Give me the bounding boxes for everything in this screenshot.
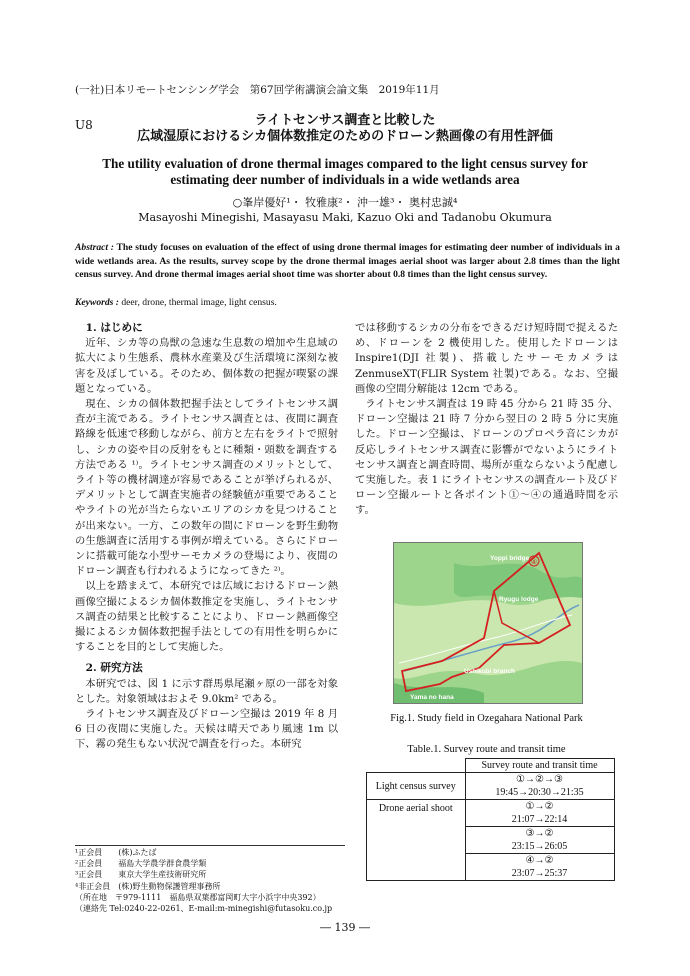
- left-para-3: 以上を踏まえて、本研究では広域におけるドローン熱画像空撮によるシカ個体数推定を実施し、ライトセンサス調査の結果と比較することにより、ドローン熱画像空撮によるシカ個体数把握手法としての有用性を明らかにすることを目的として実施した。: [75, 580, 338, 654]
- row-drone-route-c: ④→②: [465, 854, 614, 868]
- map-label-yoppi: Yoppi bridge: [490, 555, 530, 562]
- right-para-2: ライトセンサス調査は 19 時 45 分から 21 時 35 分、ドローン空撮は 21 時 7 分から翌日の 2 時 5 分に実施した。ドローン空撮は、ドローンのプロペラ音にシカが反応しライトセンサス調査に影響がでないようにライトセンサス調査と調査時間、場所が重ならないよう配慮して実施した。表 1 にライトセンサスの調査ルート及びドローン空撮ルートと各ポイント①～④の通過時間を示す。: [355, 398, 618, 517]
- keywords: [75, 297, 620, 308]
- row-drone-route-a: ①→②: [465, 800, 614, 814]
- study-field-map: [393, 542, 583, 704]
- footnote-2: ²正会員 福島大学農学群食農学類: [75, 859, 207, 869]
- footnote-3: ³正会員 東京大学生産技術研究所: [75, 870, 207, 880]
- footnote-address: （所在地 〒979-1111 福島県双葉郡富岡町大字小浜字中央392）: [75, 892, 321, 902]
- left-para-2: 現在、シカの個体数把握手法としてライトセンサス調査が主流である。ライトセンサス調査とは、夜間に調査路線を低速で移動しながら、前方と左右をライトで照射し、シカの姿や目の反射をもとに種類・頭数を調査する方法である ¹⁾。ライトセンサス調査のメリットとして、ライト等の機材調達が容易であることが挙げられるが、デメリットとして調査実施者の経験値が重要であることやライトの光が当たらないエリアのシカを見つけることが出来ない。一方、この数年の間にドローンを野生動物の生態調査に活用する事例が増えている。さらにドローンに搭載可能な小型サーモカメラの登場により、夜間のドローン調査も行われるようになってきた ²⁾。: [75, 398, 338, 578]
- authors-jp: ○峯岸優好¹・ 牧雅康²・ 沖一雄³・ 奥村忠誠⁴: [232, 196, 458, 209]
- map-label-ushikubi: Ushikubi branch: [464, 668, 515, 675]
- section-1-heading: 1. はじめに: [85, 322, 143, 334]
- page-number: ― 139 ―: [320, 921, 370, 934]
- footnote-contact: （連絡先 Tel:0240-22-0261、E-mail:m-minegishi@futasoku.co.jp: [75, 904, 333, 914]
- row-light-census-label: Light census survey: [367, 773, 466, 800]
- map-label-yamanohana: Yama no hana: [410, 694, 454, 701]
- authors-en: Masayoshi Minegishi, Masayasu Maki, Kazuo Oki and Tadanobu Okumura: [138, 211, 552, 224]
- keywords-label: Keywords :: [75, 297, 119, 308]
- footnote-4: ⁴非正会員 (株)野生動物保護管理事務所: [75, 881, 221, 891]
- section-2-heading: 2. 研究方法: [85, 662, 143, 675]
- row-drone-label: Drone aerial shoot: [367, 800, 466, 881]
- table-caption: Table.1. Survey route and transit time: [407, 744, 566, 755]
- title-jp-line1: ライトセンサス調査と比較した: [254, 113, 436, 128]
- right-para-1: では移動するシカの分布をできるだけ短時間で捉えるため、ドローンを 2 機使用した。使用したドローンは Inspire1(DJI 社製)、搭載したサーモカメラは ZenmuseXT(FLIR System 社製)である。なお、空撮画像の空間分解能は 12cm である。: [355, 322, 618, 395]
- transit-time-table: [366, 758, 615, 881]
- title-jp-line2: 広域湿原におけるシカ個体数推定のためのドローン熱画像の有用性評価: [137, 129, 553, 144]
- row-light-census-time: 19:45→20:30→21:35: [465, 786, 614, 800]
- right-column: [355, 321, 618, 519]
- row-light-census-route: ①→②→③: [465, 773, 614, 787]
- title-en-line2: estimating deer number of individuals in a wide wetlands area: [170, 172, 520, 187]
- map-point-4: ④: [530, 558, 538, 566]
- title-en-line1: The utility evaluation of drone thermal images compared to the light census survey for: [102, 156, 588, 171]
- abstract: [75, 241, 620, 282]
- map-label-ryugu: Ryugu lodge: [499, 596, 539, 603]
- left-para-4: 本研究では、図 1 に示す群馬県尾瀬ヶ原の一部を対象とした。対象領域はおよそ 9.0km² である。: [75, 677, 338, 705]
- map-image: [394, 543, 582, 703]
- left-para-1: 近年、シカ等の鳥獣の急速な生息数の増加や生息域の拡大により生態系、農林水産業及び生活環境に深刻な被害を及ぼしている。そのため、個体数の把握が喫緊の課題となっている。: [75, 337, 338, 395]
- left-column: [75, 321, 338, 753]
- left-para-5: ライトセンサス調査及びドローン空撮は 2019 年 8 月 6 日の夜間に実施した。天候は晴天であり風速 1m 以下、霧の発生もない状況で調査を行った。本研究: [75, 708, 338, 751]
- footnote-1: ¹正会員 (株)ふたば: [75, 848, 157, 857]
- figure-caption: Fig.1. Study field in Ozegahara National Park: [390, 713, 583, 724]
- keywords-text: deer, drone, thermal image, light census.: [118, 297, 277, 308]
- row-drone-route-b: ③→②: [465, 827, 614, 841]
- footnotes: [75, 847, 345, 914]
- abstract-label: Abstract :: [75, 242, 114, 253]
- footnote-rule: [75, 845, 345, 846]
- abstract-text: The study focuses on evaluation of the effect of using drone thermal images for estimating deer number of individuals in a wide wetlands area. As the results, survey scope by the drone thermal images aerial shoot was larger about 2.8 times than the light census survey. And drone thermal images aerial shoot time was shorter about 0.8 times than the light census survey.: [75, 242, 620, 281]
- table-header: Survey route and transit time: [465, 759, 614, 773]
- paper-id: U8: [75, 118, 93, 132]
- row-drone-time-c: 23:07→25:37: [465, 867, 614, 881]
- proceedings-header: (一社)日本リモートセンシング学会 第67回学術講演会論文集 2019年11月: [75, 84, 440, 96]
- row-drone-time-b: 23:15→26:05: [465, 840, 614, 854]
- row-drone-time-a: 21:07→22:14: [465, 813, 614, 827]
